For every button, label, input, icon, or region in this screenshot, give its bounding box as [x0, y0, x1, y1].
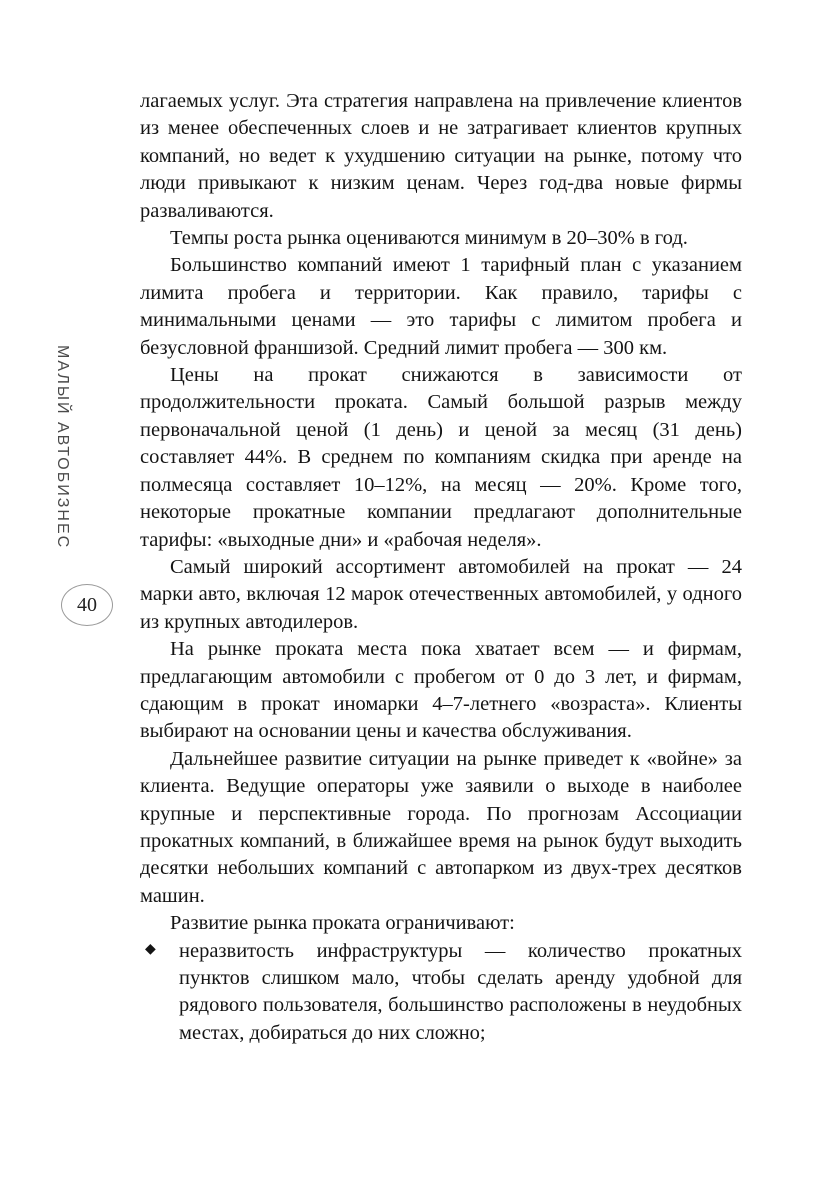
paragraph: Темпы роста рынка оцениваются минимум в 20–30% в год.	[170, 227, 688, 250]
diamond-bullet-icon: ◆	[145, 940, 156, 957]
running-head-vertical: МАЛЫЙ АВТОБИЗНЕС	[54, 345, 71, 550]
page-number-badge	[61, 584, 113, 626]
page-number: 40	[77, 593, 97, 616]
bullet-item-text: неразвитость инфраструктуры — количество прокатных пунктов слишком мало, чтобы сделать аренду удобной для рядового пользователя, большинство расположены в неудобных местах, добираться до них сложно;	[179, 939, 742, 1044]
list-item	[140, 938, 742, 1048]
paragraph: На рынке проката места пока хватает всем — и фирмам, предлагающим автомобили с пробегом от 0 до 3 лет, и фирмам, сдающим в прокат иномарки 4–7-летнего «возраста». Клиенты выбирают на основании цены и качества обслуживания.	[140, 638, 742, 743]
text-block	[140, 88, 742, 1047]
paragraph: Дальнейшее развитие ситуации на рынке приведет к «войне» за клиента. Ведущие операторы уже заявили о выходе в наиболее крупные и перспективные города. По прогнозам Ассоциации прокатных компаний, в ближайшее время на рынок будут выходить десятки небольших компаний с автопарком из двух-трех десятков машин.	[140, 747, 742, 907]
paragraph: Цены на прокат снижаются в зависимости от продолжительности проката. Самый большой разрыв между первоначальной ценой (1 день) и ценой за месяц (31 день) составляет 44%. В среднем по компаниям скидка при аренде на полмесяца составляет 10–12%, на месяц — 20%. Кроме того, некоторые прокатные компании предлагают дополнительные тарифы: «выходные дни» и «рабочая неделя».	[140, 364, 742, 551]
paragraph: лагаемых услуг. Эта стратегия направлена на привлечение клиентов из менее обеспеченных слоев и не затрагивает клиентов крупных компаний, но ведет к ухудшению ситуации на рынке, потому что люди привыкают к низким ценам. Через год-два новые фирмы разваливаются.	[140, 90, 742, 222]
paragraph: Большинство компаний имеют 1 тарифный план с указанием лимита пробега и территории. Как правило, тарифы с минимальными ценами — это тарифы с лимитом пробега и безусловной франшизой. Средний лимит пробега — 300 км.	[140, 254, 742, 359]
paragraph: Развитие рынка проката ограничивают:	[170, 912, 515, 935]
paragraph: Самый широкий ассортимент автомобилей на прокат — 24 марки авто, включая 12 марок отечественных автомобилей, у одного из крупных автодилеров.	[140, 555, 742, 633]
